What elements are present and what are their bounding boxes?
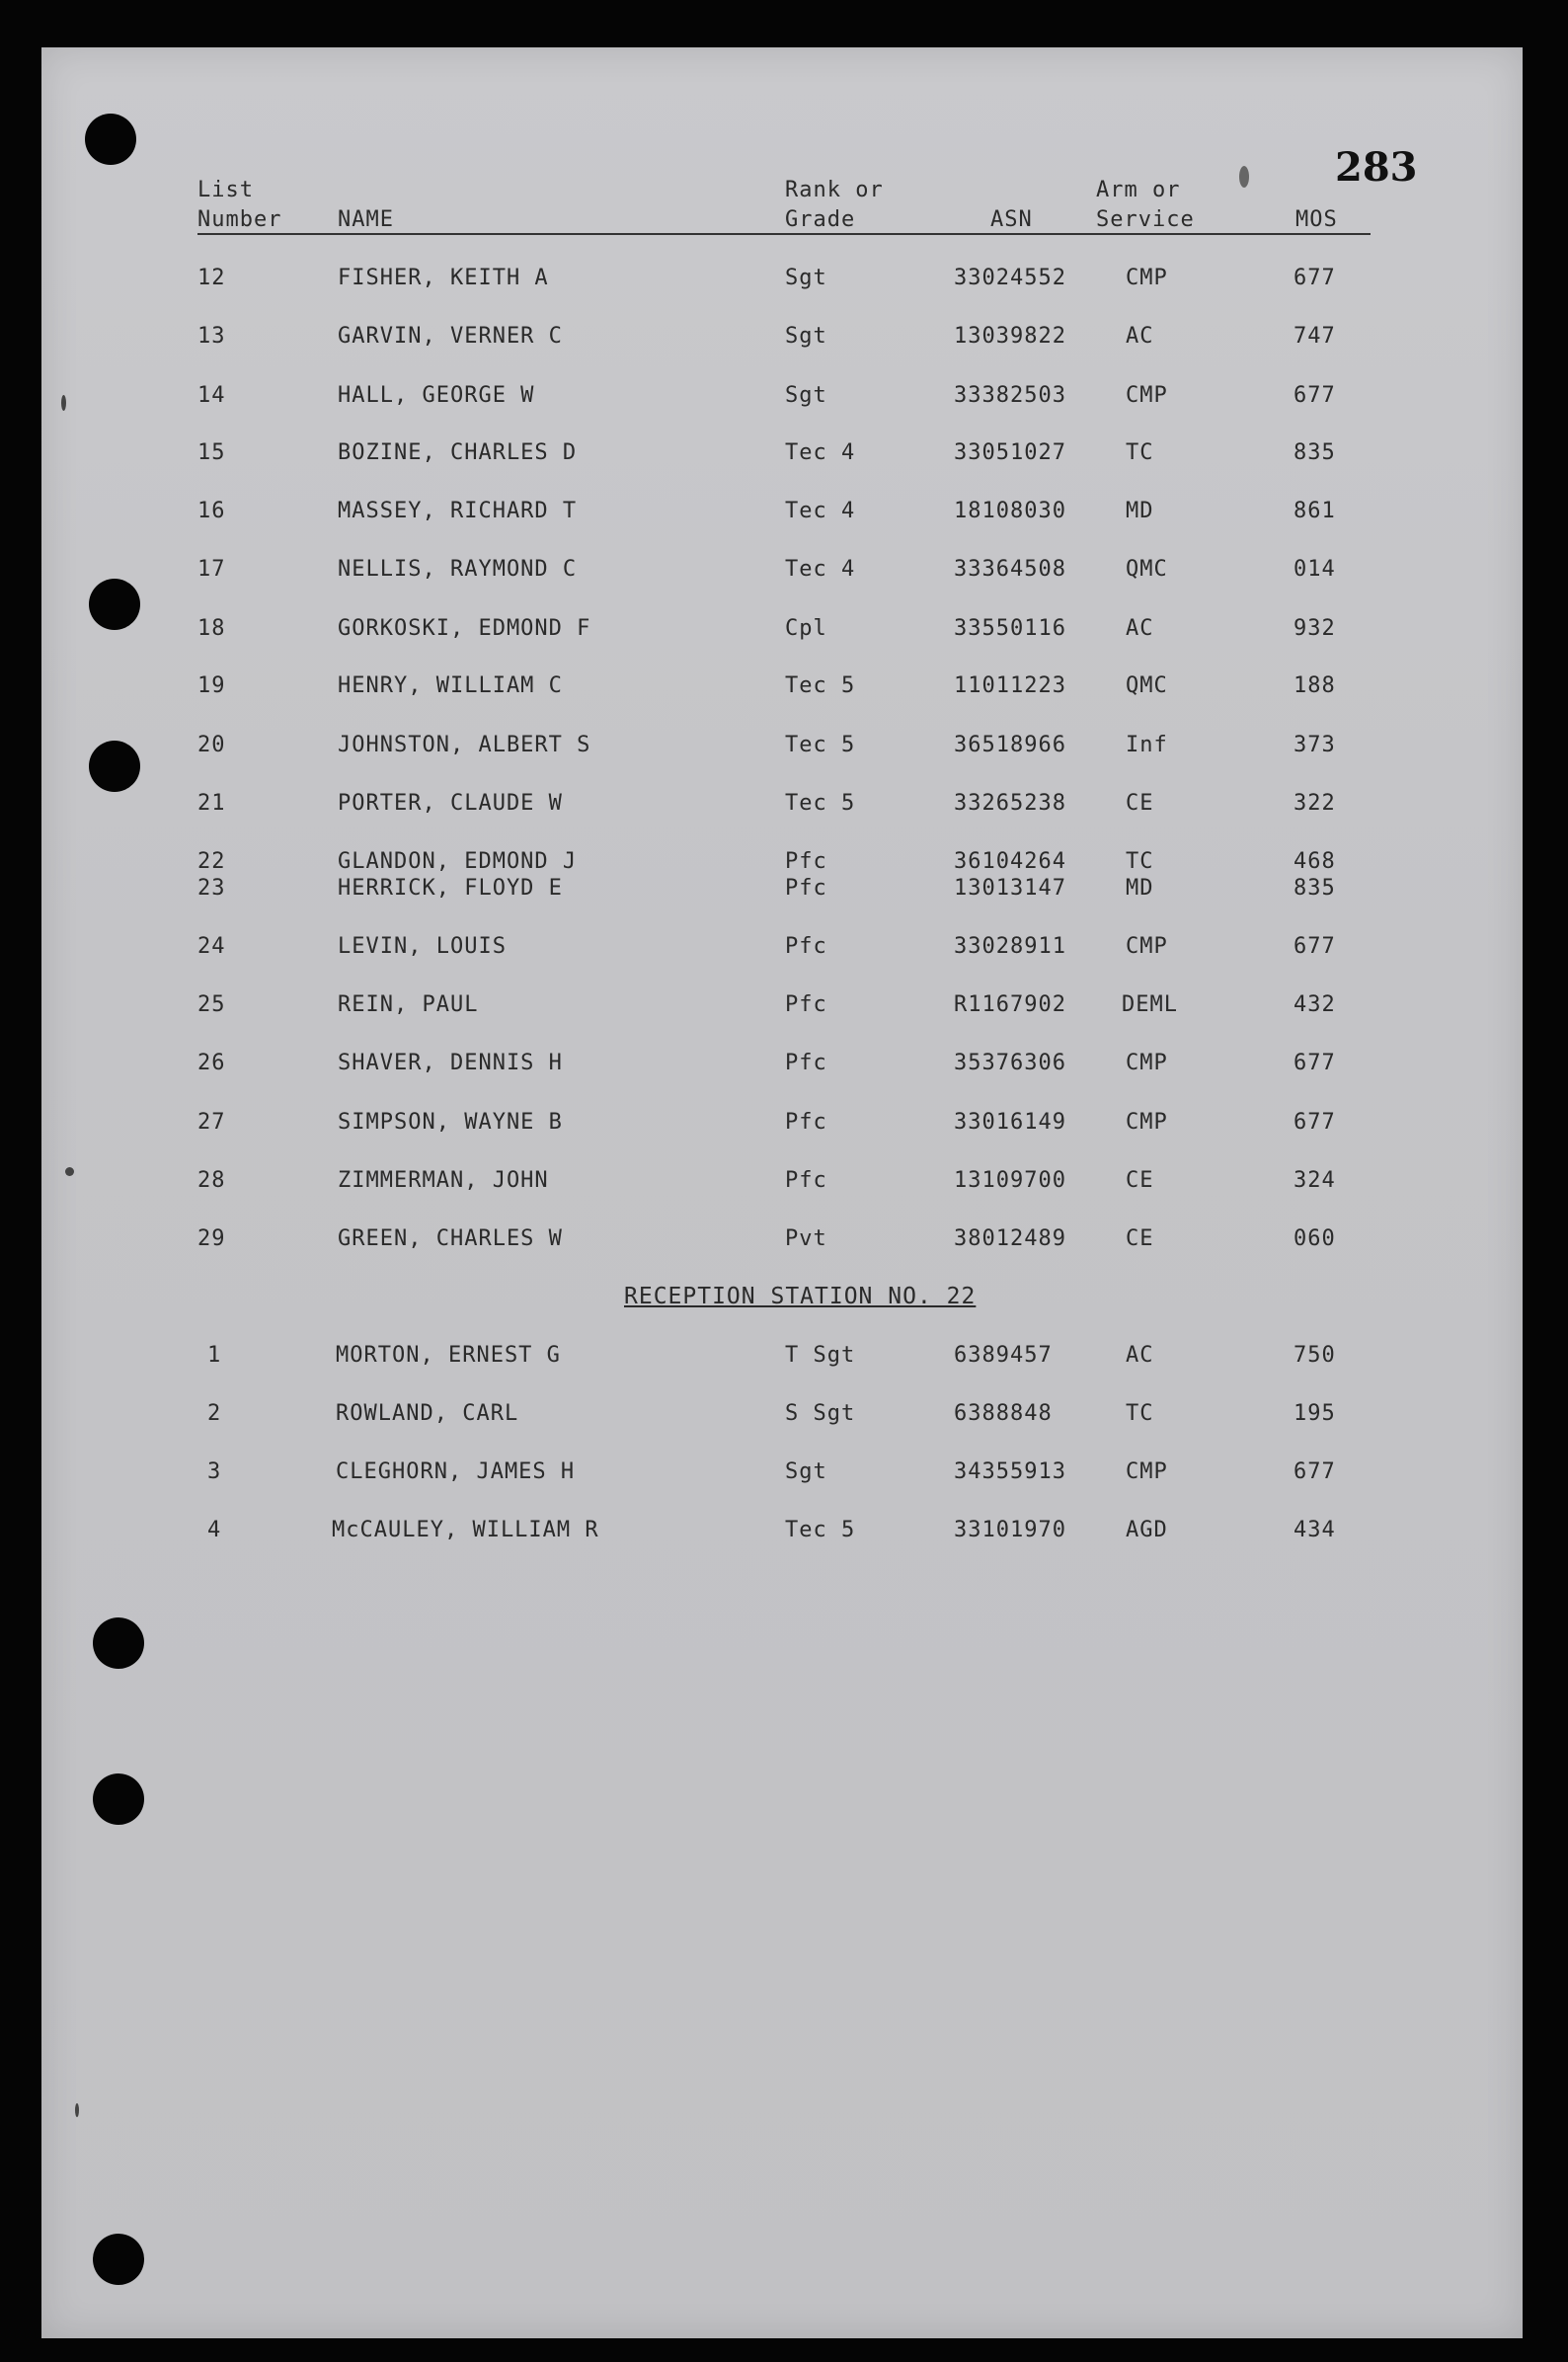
row-19-service: QMC [1126,673,1168,698]
row-18-num: 18 [197,616,226,641]
header-rank-2: Grade [785,207,856,232]
row-26-asn: 35376306 [954,1051,1066,1075]
section-row-2-num: 2 [207,1401,222,1426]
row-13-asn: 13039822 [954,324,1066,349]
row-21-service: CE [1126,791,1154,816]
row-20-grade: Tec 5 [785,733,856,757]
section-row-3-name: CLEGHORN, JAMES H [336,1459,576,1484]
row-26-mos: 677 [1294,1051,1336,1075]
row-24-grade: Pfc [785,934,827,959]
row-14-mos: 677 [1294,383,1336,408]
section-row-2-mos: 195 [1294,1401,1336,1426]
row-29-grade: Pvt [785,1226,827,1251]
row-14-service: CMP [1126,383,1168,408]
section-row-3-service: CMP [1126,1459,1168,1484]
row-25-num: 25 [197,992,226,1017]
row-18-grade: Cpl [785,616,827,641]
binder-hole [93,1617,144,1669]
header-arm-1: Arm or [1096,178,1181,202]
row-16-grade: Tec 4 [785,499,856,523]
row-24-service: CMP [1126,934,1168,959]
row-20-num: 20 [197,733,226,757]
section-row-1-name: MORTON, ERNEST G [336,1343,561,1368]
row-19-mos: 188 [1294,673,1336,698]
row-24-num: 24 [197,934,226,959]
row-18-name: GORKOSKI, EDMOND F [338,616,591,641]
row-13-num: 13 [197,324,226,349]
row-13-name: GARVIN, VERNER C [338,324,563,349]
row-12-mos: 677 [1294,266,1336,290]
section-row-2-name: ROWLAND, CARL [336,1401,519,1426]
row-28-num: 28 [197,1168,226,1193]
row-25-mos: 432 [1294,992,1336,1017]
row-13-service: AC [1126,324,1154,349]
row-15-name: BOZINE, CHARLES D [338,440,578,465]
row-23-service: MD [1126,876,1154,901]
row-25-service: DEML [1122,992,1178,1017]
row-24-mos: 677 [1294,934,1336,959]
row-20-name: JOHNSTON, ALBERT S [338,733,591,757]
row-26-num: 26 [197,1051,226,1075]
row-17-num: 17 [197,557,226,582]
row-17-name: NELLIS, RAYMOND C [338,557,578,582]
row-15-num: 15 [197,440,226,465]
row-28-service: CE [1126,1168,1154,1193]
binder-hole [89,579,140,630]
section-row-3-mos: 677 [1294,1459,1336,1484]
header-list-number-2: Number [197,207,282,232]
row-23-grade: Pfc [785,876,827,901]
header-mos: MOS [1295,207,1338,232]
binder-hole [85,114,136,165]
row-16-service: MD [1126,499,1154,523]
row-29-service: CE [1126,1226,1154,1251]
section-row-4-name: McCAULEY, WILLIAM R [332,1518,599,1542]
scan-speck [1239,166,1249,188]
row-12-name: FISHER, KEITH A [338,266,549,290]
row-18-asn: 33550116 [954,616,1066,641]
row-20-asn: 36518966 [954,733,1066,757]
binder-hole [93,2234,144,2285]
row-19-grade: Tec 5 [785,673,856,698]
header-name: NAME [338,207,394,232]
row-29-num: 29 [197,1226,226,1251]
row-28-name: ZIMMERMAN, JOHN [338,1168,549,1193]
row-18-mos: 932 [1294,616,1336,641]
section-row-4-asn: 33101970 [954,1518,1066,1542]
row-25-grade: Pfc [785,992,827,1017]
section-row-4-mos: 434 [1294,1518,1336,1542]
section-row-1-mos: 750 [1294,1343,1336,1368]
row-29-mos: 060 [1294,1226,1336,1251]
section-row-2-asn: 6388848 [954,1401,1053,1426]
row-21-mos: 322 [1294,791,1336,816]
row-22-grade: Pfc [785,849,827,874]
row-18-service: AC [1126,616,1154,641]
row-22-mos: 468 [1294,849,1336,874]
row-21-asn: 33265238 [954,791,1066,816]
row-27-asn: 33016149 [954,1110,1066,1135]
row-23-num: 23 [197,876,226,901]
row-24-name: LEVIN, LOUIS [338,934,507,959]
row-22-num: 22 [197,849,226,874]
header-list-number-1: List [197,178,254,202]
row-17-grade: Tec 4 [785,557,856,582]
row-27-service: CMP [1126,1110,1168,1135]
row-17-service: QMC [1126,557,1168,582]
section-row-4-num: 4 [207,1518,222,1542]
row-16-name: MASSEY, RICHARD T [338,499,578,523]
section-row-1-grade: T Sgt [785,1343,856,1368]
row-24-asn: 33028911 [954,934,1066,959]
row-13-mos: 747 [1294,324,1336,349]
section-row-1-asn: 6389457 [954,1343,1053,1368]
row-20-mos: 373 [1294,733,1336,757]
row-15-asn: 33051027 [954,440,1066,465]
row-22-name: GLANDON, EDMOND J [338,849,578,874]
row-27-mos: 677 [1294,1110,1336,1135]
row-27-num: 27 [197,1110,226,1135]
row-19-num: 19 [197,673,226,698]
row-22-asn: 36104264 [954,849,1066,874]
row-17-asn: 33364508 [954,557,1066,582]
row-14-grade: Sgt [785,383,827,408]
row-23-mos: 835 [1294,876,1336,901]
binder-hole [89,741,140,792]
row-27-grade: Pfc [785,1110,827,1135]
section-row-2-service: TC [1126,1401,1154,1426]
row-13-grade: Sgt [785,324,827,349]
row-17-mos: 014 [1294,557,1336,582]
row-25-name: REIN, PAUL [338,992,479,1017]
row-20-service: Inf [1126,733,1168,757]
row-14-name: HALL, GEORGE W [338,383,535,408]
row-14-num: 14 [197,383,226,408]
binder-hole [93,1773,144,1825]
scan-speck [61,395,66,411]
header-rule [197,233,1371,235]
row-28-mos: 324 [1294,1168,1336,1193]
section-row-3-asn: 34355913 [954,1459,1066,1484]
row-15-grade: Tec 4 [785,440,856,465]
header-asn: ASN [990,207,1033,232]
section-row-3-num: 3 [207,1459,222,1484]
row-23-name: HERRICK, FLOYD E [338,876,563,901]
row-23-asn: 13013147 [954,876,1066,901]
row-21-grade: Tec 5 [785,791,856,816]
row-21-name: PORTER, CLAUDE W [338,791,563,816]
section-row-1-num: 1 [207,1343,222,1368]
row-19-asn: 11011223 [954,673,1066,698]
row-12-service: CMP [1126,266,1168,290]
scan-speck [65,1167,74,1176]
section-row-4-service: AGD [1126,1518,1168,1542]
row-15-mos: 835 [1294,440,1336,465]
section-row-4-grade: Tec 5 [785,1518,856,1542]
section-row-1-service: AC [1126,1343,1154,1368]
row-22-service: TC [1126,849,1154,874]
row-12-asn: 33024552 [954,266,1066,290]
header-arm-2: Service [1096,207,1195,232]
row-16-num: 16 [197,499,226,523]
section-row-3-grade: Sgt [785,1459,827,1484]
row-14-asn: 33382503 [954,383,1066,408]
row-25-asn: R1167902 [954,992,1066,1017]
row-16-asn: 18108030 [954,499,1066,523]
row-29-name: GREEN, CHARLES W [338,1226,563,1251]
row-27-name: SIMPSON, WAYNE B [338,1110,563,1135]
row-26-name: SHAVER, DENNIS H [338,1051,563,1075]
row-16-mos: 861 [1294,499,1336,523]
row-12-num: 12 [197,266,226,290]
section-row-2-grade: S Sgt [785,1401,856,1426]
row-26-service: CMP [1126,1051,1168,1075]
page-number: 283 [1335,144,1418,191]
row-28-grade: Pfc [785,1168,827,1193]
section-title: RECEPTION STATION NO. 22 [624,1284,977,1309]
row-29-asn: 38012489 [954,1226,1066,1251]
header-rank-1: Rank or [785,178,884,202]
scan-speck [75,2103,79,2117]
row-26-grade: Pfc [785,1051,827,1075]
row-15-service: TC [1126,440,1154,465]
row-12-grade: Sgt [785,266,827,290]
row-28-asn: 13109700 [954,1168,1066,1193]
row-19-name: HENRY, WILLIAM C [338,673,563,698]
row-21-num: 21 [197,791,226,816]
